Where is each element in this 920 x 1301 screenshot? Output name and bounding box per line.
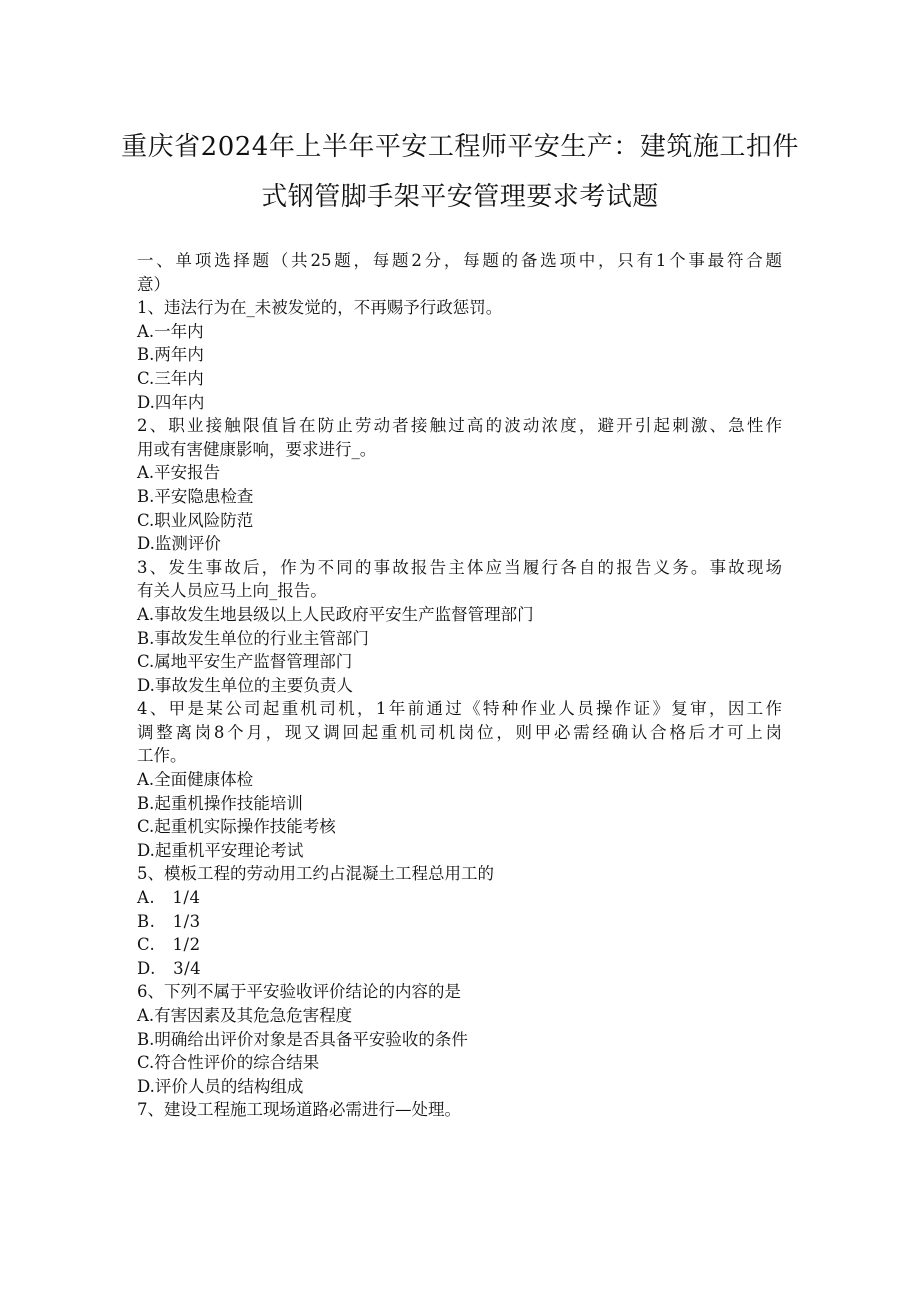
- option-c: C.属地平安生产监督管理部门: [137, 652, 353, 672]
- option-d: D.四年内: [137, 392, 205, 412]
- option-b: B. 1/3: [137, 911, 201, 931]
- section-header-line-2: 意）: [137, 274, 170, 294]
- option-c: C.三年内: [137, 368, 204, 388]
- option-a: A.平安报告: [137, 463, 221, 483]
- option-c: C.起重机实际操作技能考核: [137, 817, 336, 837]
- option-a: A. 1/4: [137, 888, 201, 908]
- question-stem: 2、职业接触限值旨在防止劳动者接触过高的波动浓度，避开引起刺激、急性作: [137, 416, 782, 436]
- option-d: D.起重机平安理论考试: [137, 840, 304, 860]
- question-1: [137, 296, 782, 414]
- option-c: C.职业风险防范: [137, 510, 254, 530]
- question-6: [137, 980, 782, 1098]
- option-c: C. 1/2: [137, 935, 201, 955]
- option-a: A.事故发生地县级以上人民政府平安生产监督管理部门: [137, 604, 534, 624]
- option-d: D.监测评价: [137, 534, 221, 554]
- question-2: [137, 414, 782, 556]
- option-b: B.明确给出评价对象是否具备平安验收的条件: [137, 1029, 468, 1049]
- question-3: [137, 556, 782, 698]
- option-b: B.平安隐患检查: [137, 486, 254, 506]
- option-a: A.一年内: [137, 321, 204, 341]
- question-stem-continued: 有关人员应马上向_报告。: [137, 581, 327, 601]
- question-stem: 4、甲是某公司起重机司机，1年前通过《特种作业人员操作证》复审，因工作: [137, 699, 782, 719]
- question-stem: 6、下列不属于平安验收评价结论的内容的是: [137, 982, 461, 1002]
- option-c: C.符合性评价的综合结果: [137, 1053, 320, 1073]
- option-a: A.有害因素及其危急危害程度: [137, 1006, 353, 1025]
- question-5: [137, 862, 782, 980]
- option-b: B.事故发生单位的行业主管部门: [137, 628, 369, 648]
- section-header-line-1: 一、单项选择题（共25题，每题2分，每题的备选项中，只有1个事最符合题: [137, 251, 782, 270]
- question-stem-continued: 调整离岗8个月，现又调回起重机司机岗位，则甲必需经确认合格后才可上岗: [137, 722, 782, 742]
- question-stem: 5、模板工程的劳动用工约占混凝土工程总用工的: [137, 864, 494, 884]
- option-b: B.两年内: [137, 345, 204, 365]
- option-d: D.评价人员的结构组成: [137, 1076, 304, 1096]
- question-7: [137, 1098, 782, 1122]
- document-title-line-2: 式钢管脚手架平安管理要求考试题: [261, 182, 659, 212]
- question-stem: 7、建设工程施工现场道路必需进行—处理。: [137, 1100, 461, 1120]
- option-b: B.起重机操作技能培训: [137, 793, 303, 813]
- document-title-line-1: 重庆省2024年上半年平安工程师平安生产：建筑施工扣件: [121, 132, 799, 162]
- question-stem: 1、违法行为在_未被发觉的，不再赐予行政惩罚。: [137, 298, 503, 318]
- exam-content: [137, 249, 782, 1122]
- question-stem-continued: 用或有害健康影响，要求进行_。: [137, 439, 377, 459]
- option-a: A.全面健康体检: [137, 770, 254, 790]
- question-stem-continued: 工作。: [137, 746, 187, 766]
- question-4: [137, 697, 782, 862]
- option-d: D. 3/4: [137, 958, 202, 978]
- question-stem: 3、发生事故后，作为不同的事故报告主体应当履行各自的报告义务。事故现场: [137, 557, 782, 577]
- option-d: D.事故发生单位的主要负责人: [137, 675, 353, 695]
